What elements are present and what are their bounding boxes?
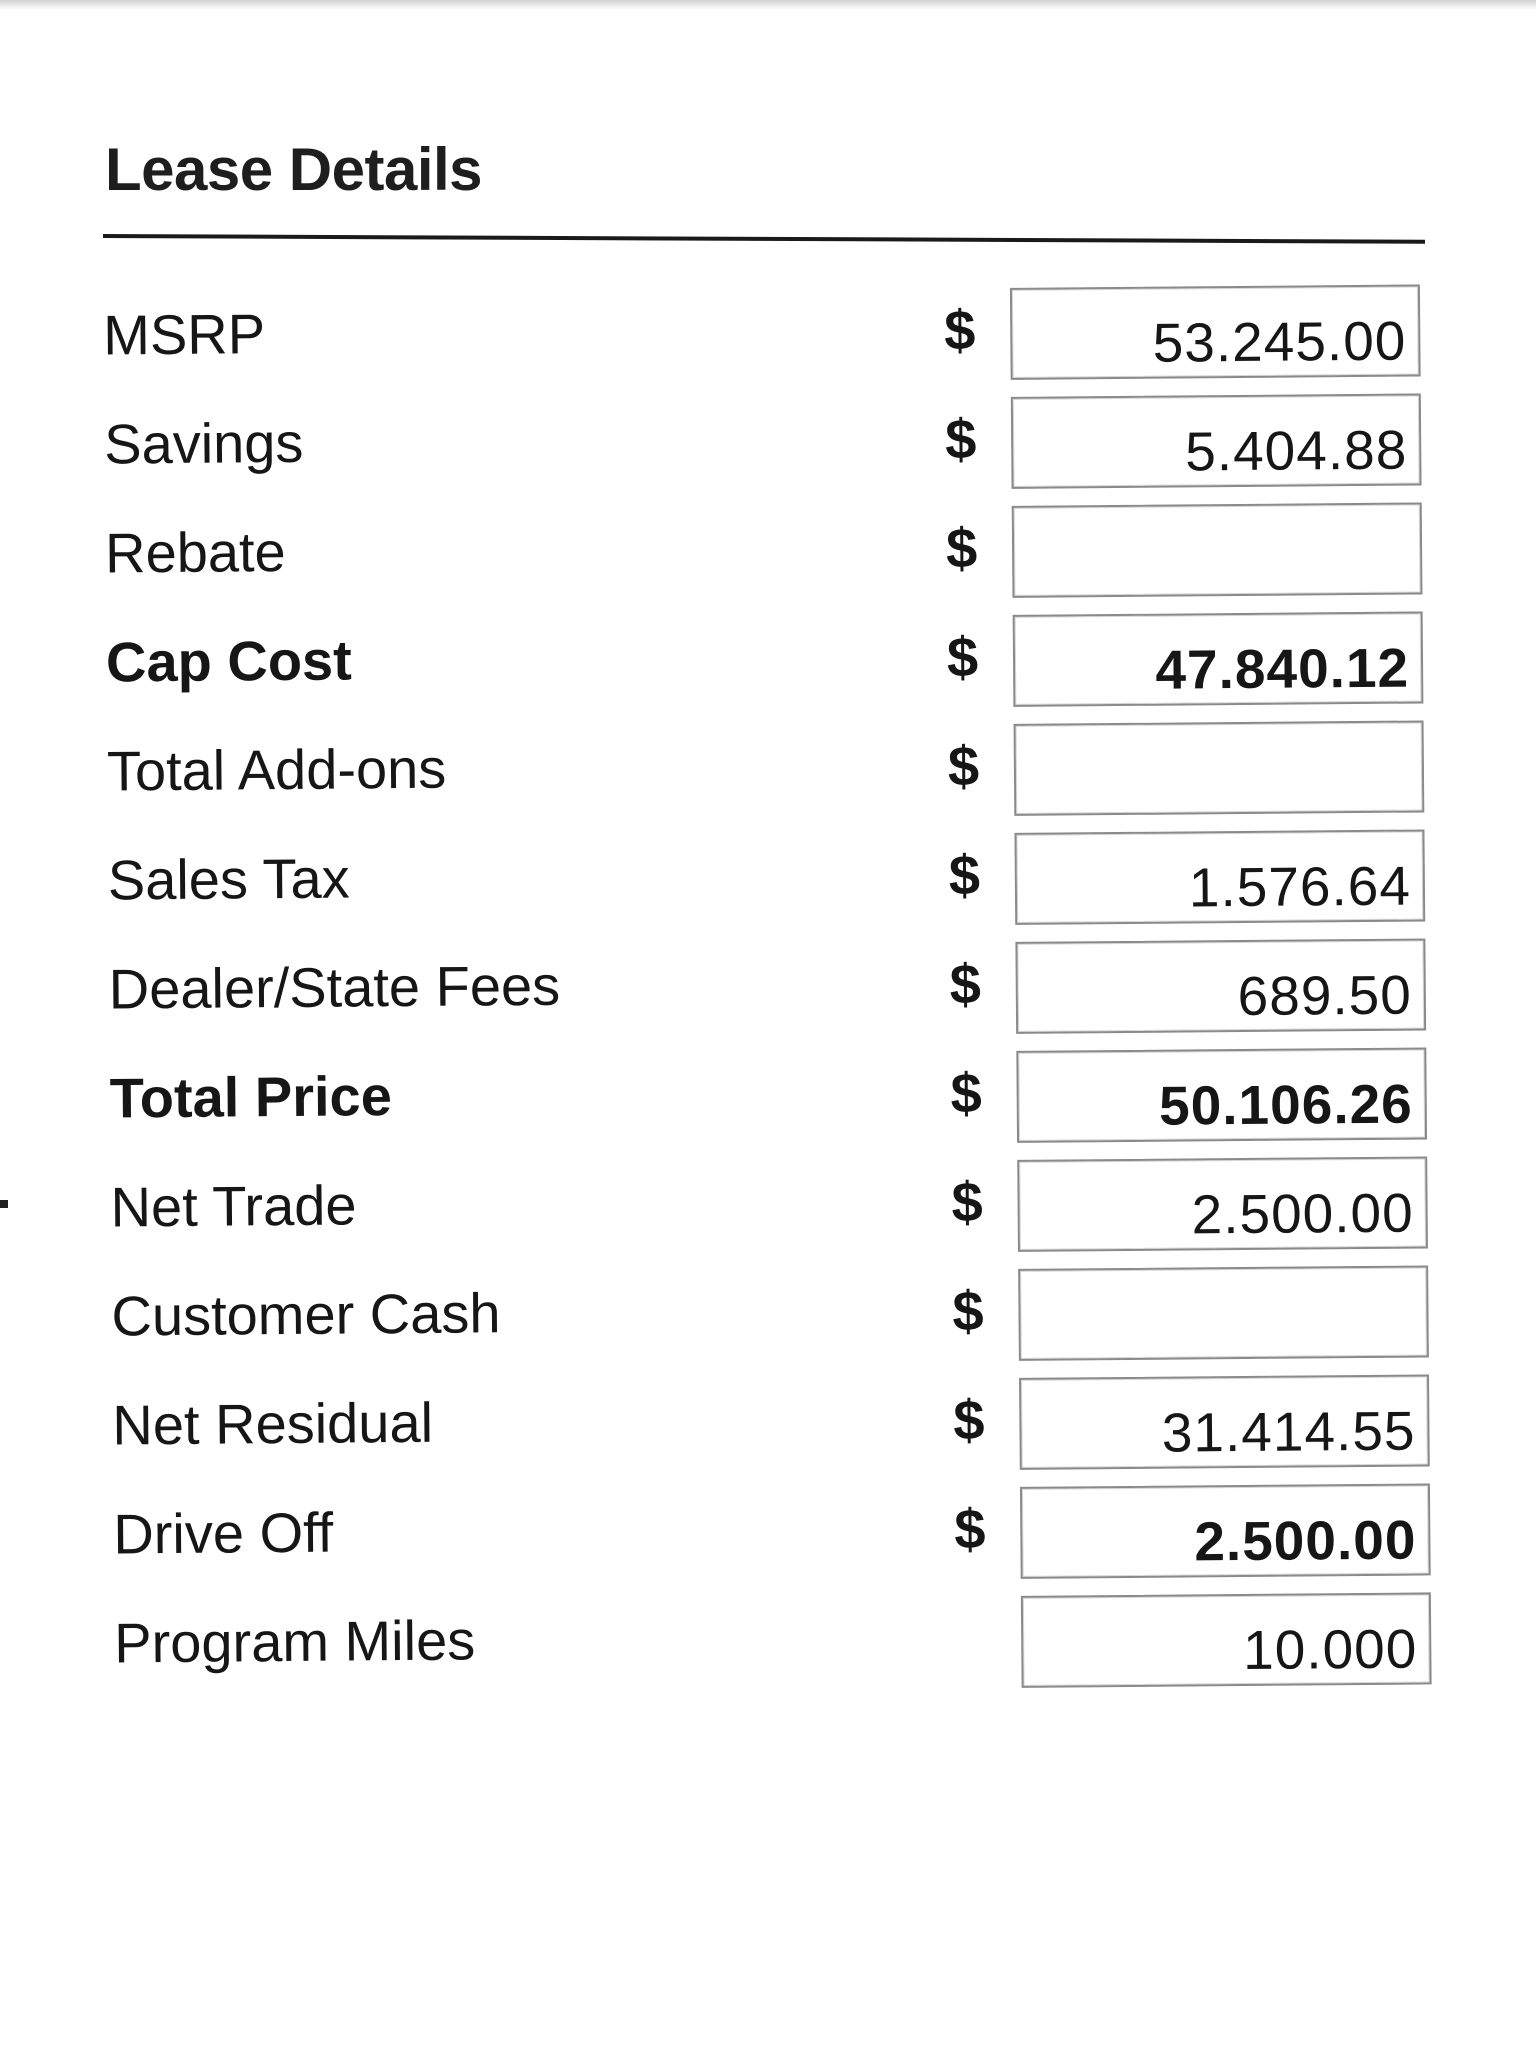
row-customer-cash — [8, 1264, 1536, 1377]
dealer-state-fees-field[interactable] — [1015, 938, 1426, 1033]
cap-cost-currency-symbol: $ — [946, 625, 979, 689]
row-cap-cost — [3, 610, 1536, 723]
row-net-residual — [9, 1373, 1536, 1486]
total-price-currency-symbol: $ — [950, 1061, 983, 1125]
savings-currency-symbol: $ — [944, 407, 977, 471]
msrp-currency-symbol: $ — [943, 298, 976, 362]
program-miles-label: Program Miles — [113, 1608, 476, 1675]
row-dealer-state-fees — [5, 937, 1536, 1050]
row-total-add-ons — [4, 719, 1536, 832]
row-drive-off — [10, 1482, 1536, 1595]
drive-off-currency-symbol: $ — [954, 1497, 986, 1561]
row-total-price — [6, 1046, 1536, 1159]
net-residual-value: 31.414.55 — [1161, 1399, 1416, 1464]
net-residual-label: Net Residual — [112, 1390, 434, 1457]
customer-cash-label: Customer Cash — [111, 1281, 501, 1348]
msrp-label: MSRP — [102, 302, 266, 367]
cap-cost-label: Cap Cost — [105, 628, 353, 694]
total-price-label: Total Price — [109, 1064, 393, 1130]
total-price-field[interactable] — [1016, 1047, 1427, 1142]
row-sales-tax — [5, 828, 1536, 941]
program-miles-field[interactable] — [1021, 1592, 1432, 1687]
net-trade-label: Net Trade — [110, 1173, 357, 1239]
sales-tax-field[interactable] — [1014, 829, 1425, 924]
total-add-ons-label: Total Add-ons — [106, 736, 447, 803]
drive-off-label: Drive Off — [113, 1500, 334, 1566]
total-price-value: 50.106.26 — [1158, 1072, 1414, 1137]
msrp-value: 53.245.00 — [1152, 309, 1407, 374]
sales-tax-currency-symbol: $ — [948, 843, 981, 907]
row-savings — [1, 393, 1536, 506]
savings-field[interactable] — [1011, 393, 1422, 488]
row-program-miles — [11, 1591, 1536, 1704]
savings-label: Savings — [103, 410, 304, 476]
cap-cost-value: 47.840.12 — [1155, 636, 1410, 701]
net-residual-currency-symbol: $ — [953, 1388, 985, 1452]
row-net-trade — [7, 1155, 1536, 1268]
rebate-field[interactable] — [1012, 502, 1423, 597]
net-trade-value: 2.500.00 — [1191, 1181, 1414, 1246]
total-add-ons-currency-symbol: $ — [947, 734, 980, 798]
page-title: Lease Details — [105, 136, 483, 203]
row-msrp — [0, 284, 1536, 397]
customer-cash-field[interactable] — [1018, 1265, 1429, 1360]
customer-cash-currency-symbol: $ — [952, 1279, 984, 1343]
msrp-field[interactable] — [1010, 284, 1421, 379]
sales-tax-value: 1.576.64 — [1188, 854, 1412, 919]
savings-value: 5.404.88 — [1184, 418, 1408, 483]
drive-off-value: 2.500.00 — [1194, 1508, 1417, 1573]
dealer-state-fees-currency-symbol: $ — [949, 952, 982, 1016]
row-rebate — [2, 502, 1536, 615]
dealer-state-fees-value: 689.50 — [1237, 963, 1413, 1028]
net-trade-field[interactable] — [1017, 1156, 1428, 1251]
rebate-label: Rebate — [104, 519, 286, 585]
net-trade-currency-symbol: $ — [951, 1170, 983, 1234]
rebate-currency-symbol: $ — [945, 516, 978, 580]
cap-cost-field[interactable] — [1013, 611, 1424, 706]
drive-off-field[interactable] — [1020, 1483, 1431, 1578]
total-add-ons-field[interactable] — [1014, 720, 1425, 815]
dealer-state-fees-label: Dealer/State Fees — [108, 953, 561, 1021]
net-residual-field[interactable] — [1019, 1374, 1430, 1469]
sales-tax-label: Sales Tax — [107, 846, 350, 912]
program-miles-value: 10.000 — [1242, 1617, 1418, 1682]
